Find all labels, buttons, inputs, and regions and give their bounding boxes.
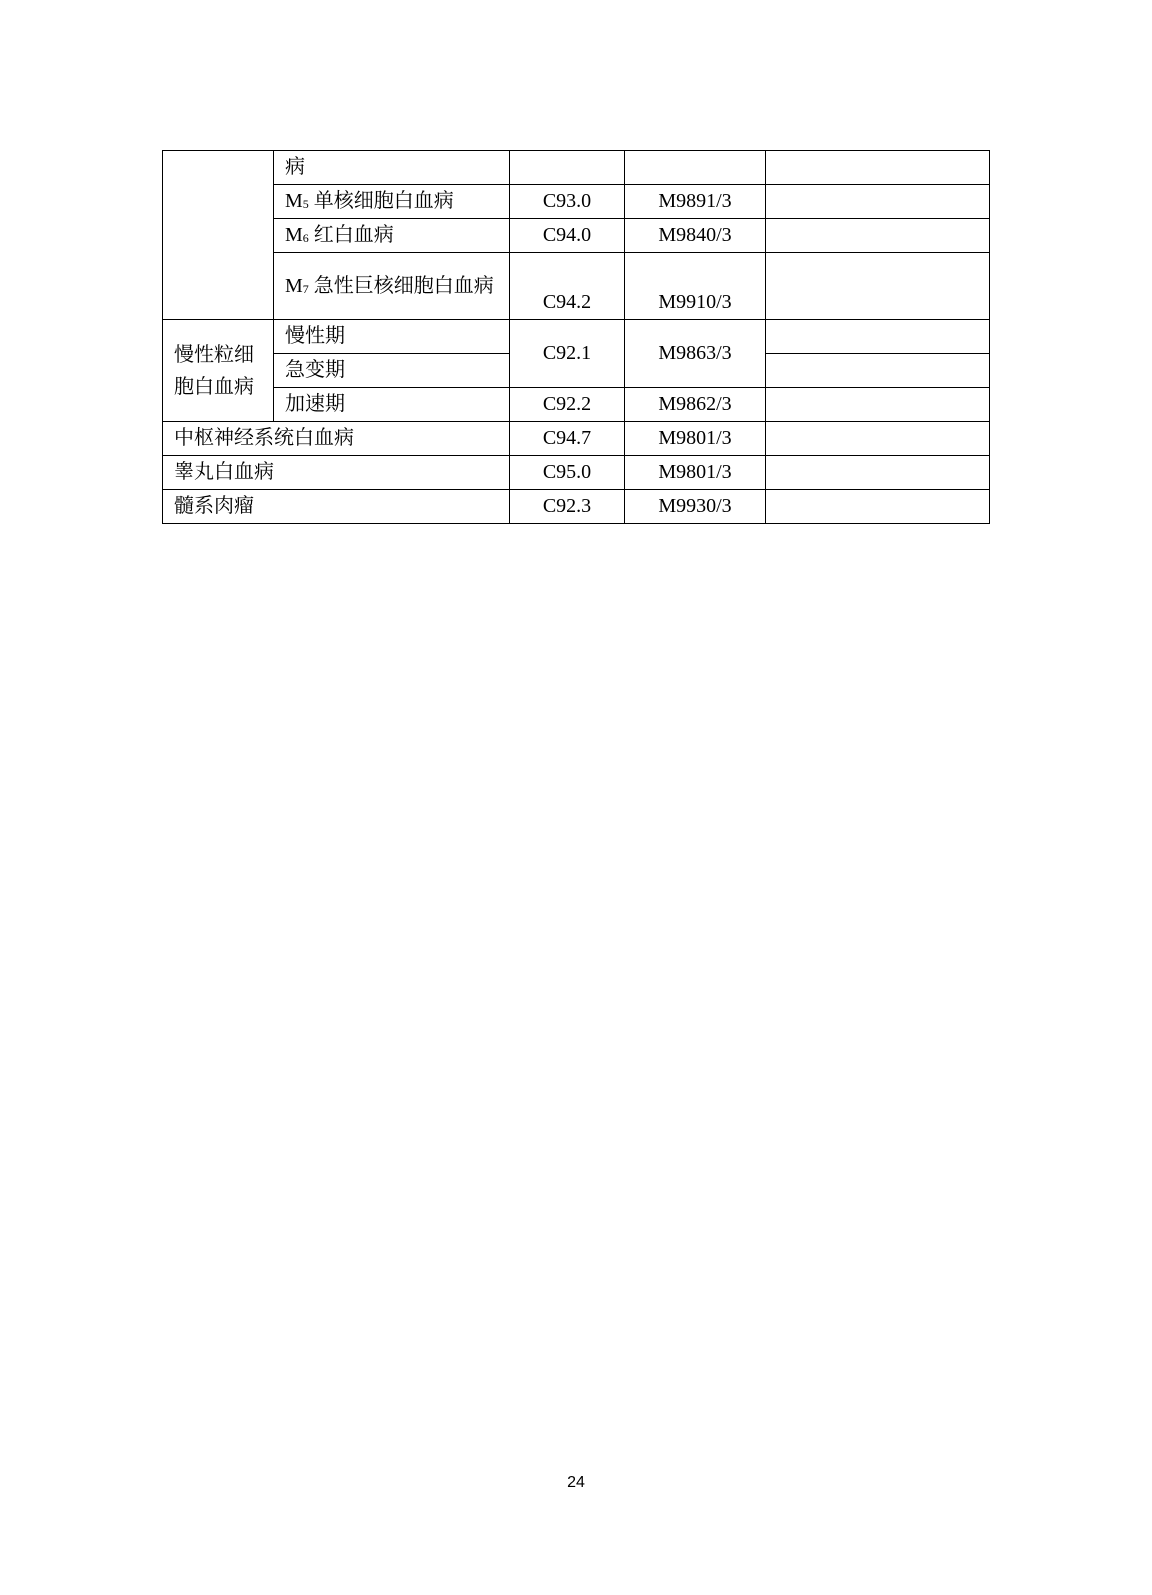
- subtype-prefix: M: [285, 274, 303, 297]
- leukemia-code-table: [162, 150, 990, 524]
- subtype-cell: 病: [274, 151, 510, 185]
- note-cell: [766, 490, 990, 524]
- subtype-cell: 急变期: [274, 354, 510, 388]
- page-number: 24: [567, 1474, 585, 1491]
- icd-code-cell: C92.2: [510, 388, 625, 422]
- subtype-cell: [274, 253, 510, 320]
- note-cell: [766, 320, 990, 354]
- morphology-code-cell: M9910/3: [625, 253, 766, 320]
- subtype-label: 红白血病: [313, 224, 394, 246]
- note-cell: [766, 151, 990, 185]
- icd-code-cell: C94.0: [510, 219, 625, 253]
- icd-code-cell: C92.3: [510, 490, 625, 524]
- morphology-code-cell: M9801/3: [625, 422, 766, 456]
- subtype-cell: 加速期: [274, 388, 510, 422]
- icd-code-cell: C95.0: [510, 456, 625, 490]
- morphology-code-cell: M9801/3: [625, 456, 766, 490]
- note-cell: [766, 219, 990, 253]
- icd-code-cell: [510, 151, 625, 185]
- table-row: [163, 151, 990, 185]
- subtype-cell: [274, 185, 510, 219]
- subtype-cell: 慢性期: [274, 320, 510, 354]
- subtype-index: 7: [302, 281, 309, 296]
- note-cell: [766, 456, 990, 490]
- morphology-code-cell: M9930/3: [625, 490, 766, 524]
- morphology-code-cell: M9862/3: [625, 388, 766, 422]
- note-cell: [766, 422, 990, 456]
- table-row: [163, 490, 990, 524]
- category-cell: 髓系肉瘤: [163, 490, 510, 524]
- table-row: [163, 219, 990, 253]
- icd-code-cell: C93.0: [510, 185, 625, 219]
- subtype-label: 单核细胞白血病: [313, 190, 454, 212]
- icd-code-cell: C92.1: [510, 320, 625, 388]
- subtype-prefix: M: [285, 224, 303, 246]
- note-cell: [766, 253, 990, 320]
- note-cell: [766, 388, 990, 422]
- category-cell: 慢性粒细胞白血病: [163, 320, 274, 422]
- morphology-code-cell: [625, 151, 766, 185]
- category-cell: 睾丸白血病: [163, 456, 510, 490]
- table-row: [163, 320, 990, 354]
- subtype-cell: [274, 219, 510, 253]
- category-cell-empty: [163, 151, 274, 320]
- table-row: [163, 388, 990, 422]
- subtype-index: 6: [302, 231, 309, 245]
- morphology-code-cell: M9891/3: [625, 185, 766, 219]
- table-row: [163, 253, 990, 320]
- table-row: [163, 185, 990, 219]
- morphology-code-cell: M9840/3: [625, 219, 766, 253]
- note-cell: [766, 354, 990, 388]
- subtype-label: 急性巨核细胞白血病: [313, 274, 494, 297]
- note-cell: [766, 185, 990, 219]
- category-cell: 中枢神经系统白血病: [163, 422, 510, 456]
- subtype-index: 5: [302, 197, 309, 211]
- morphology-code-cell: M9863/3: [625, 320, 766, 388]
- table-row: [163, 422, 990, 456]
- subtype-prefix: M: [285, 190, 303, 212]
- icd-code-cell: C94.7: [510, 422, 625, 456]
- table-row: [163, 456, 990, 490]
- icd-code-cell: C94.2: [510, 253, 625, 320]
